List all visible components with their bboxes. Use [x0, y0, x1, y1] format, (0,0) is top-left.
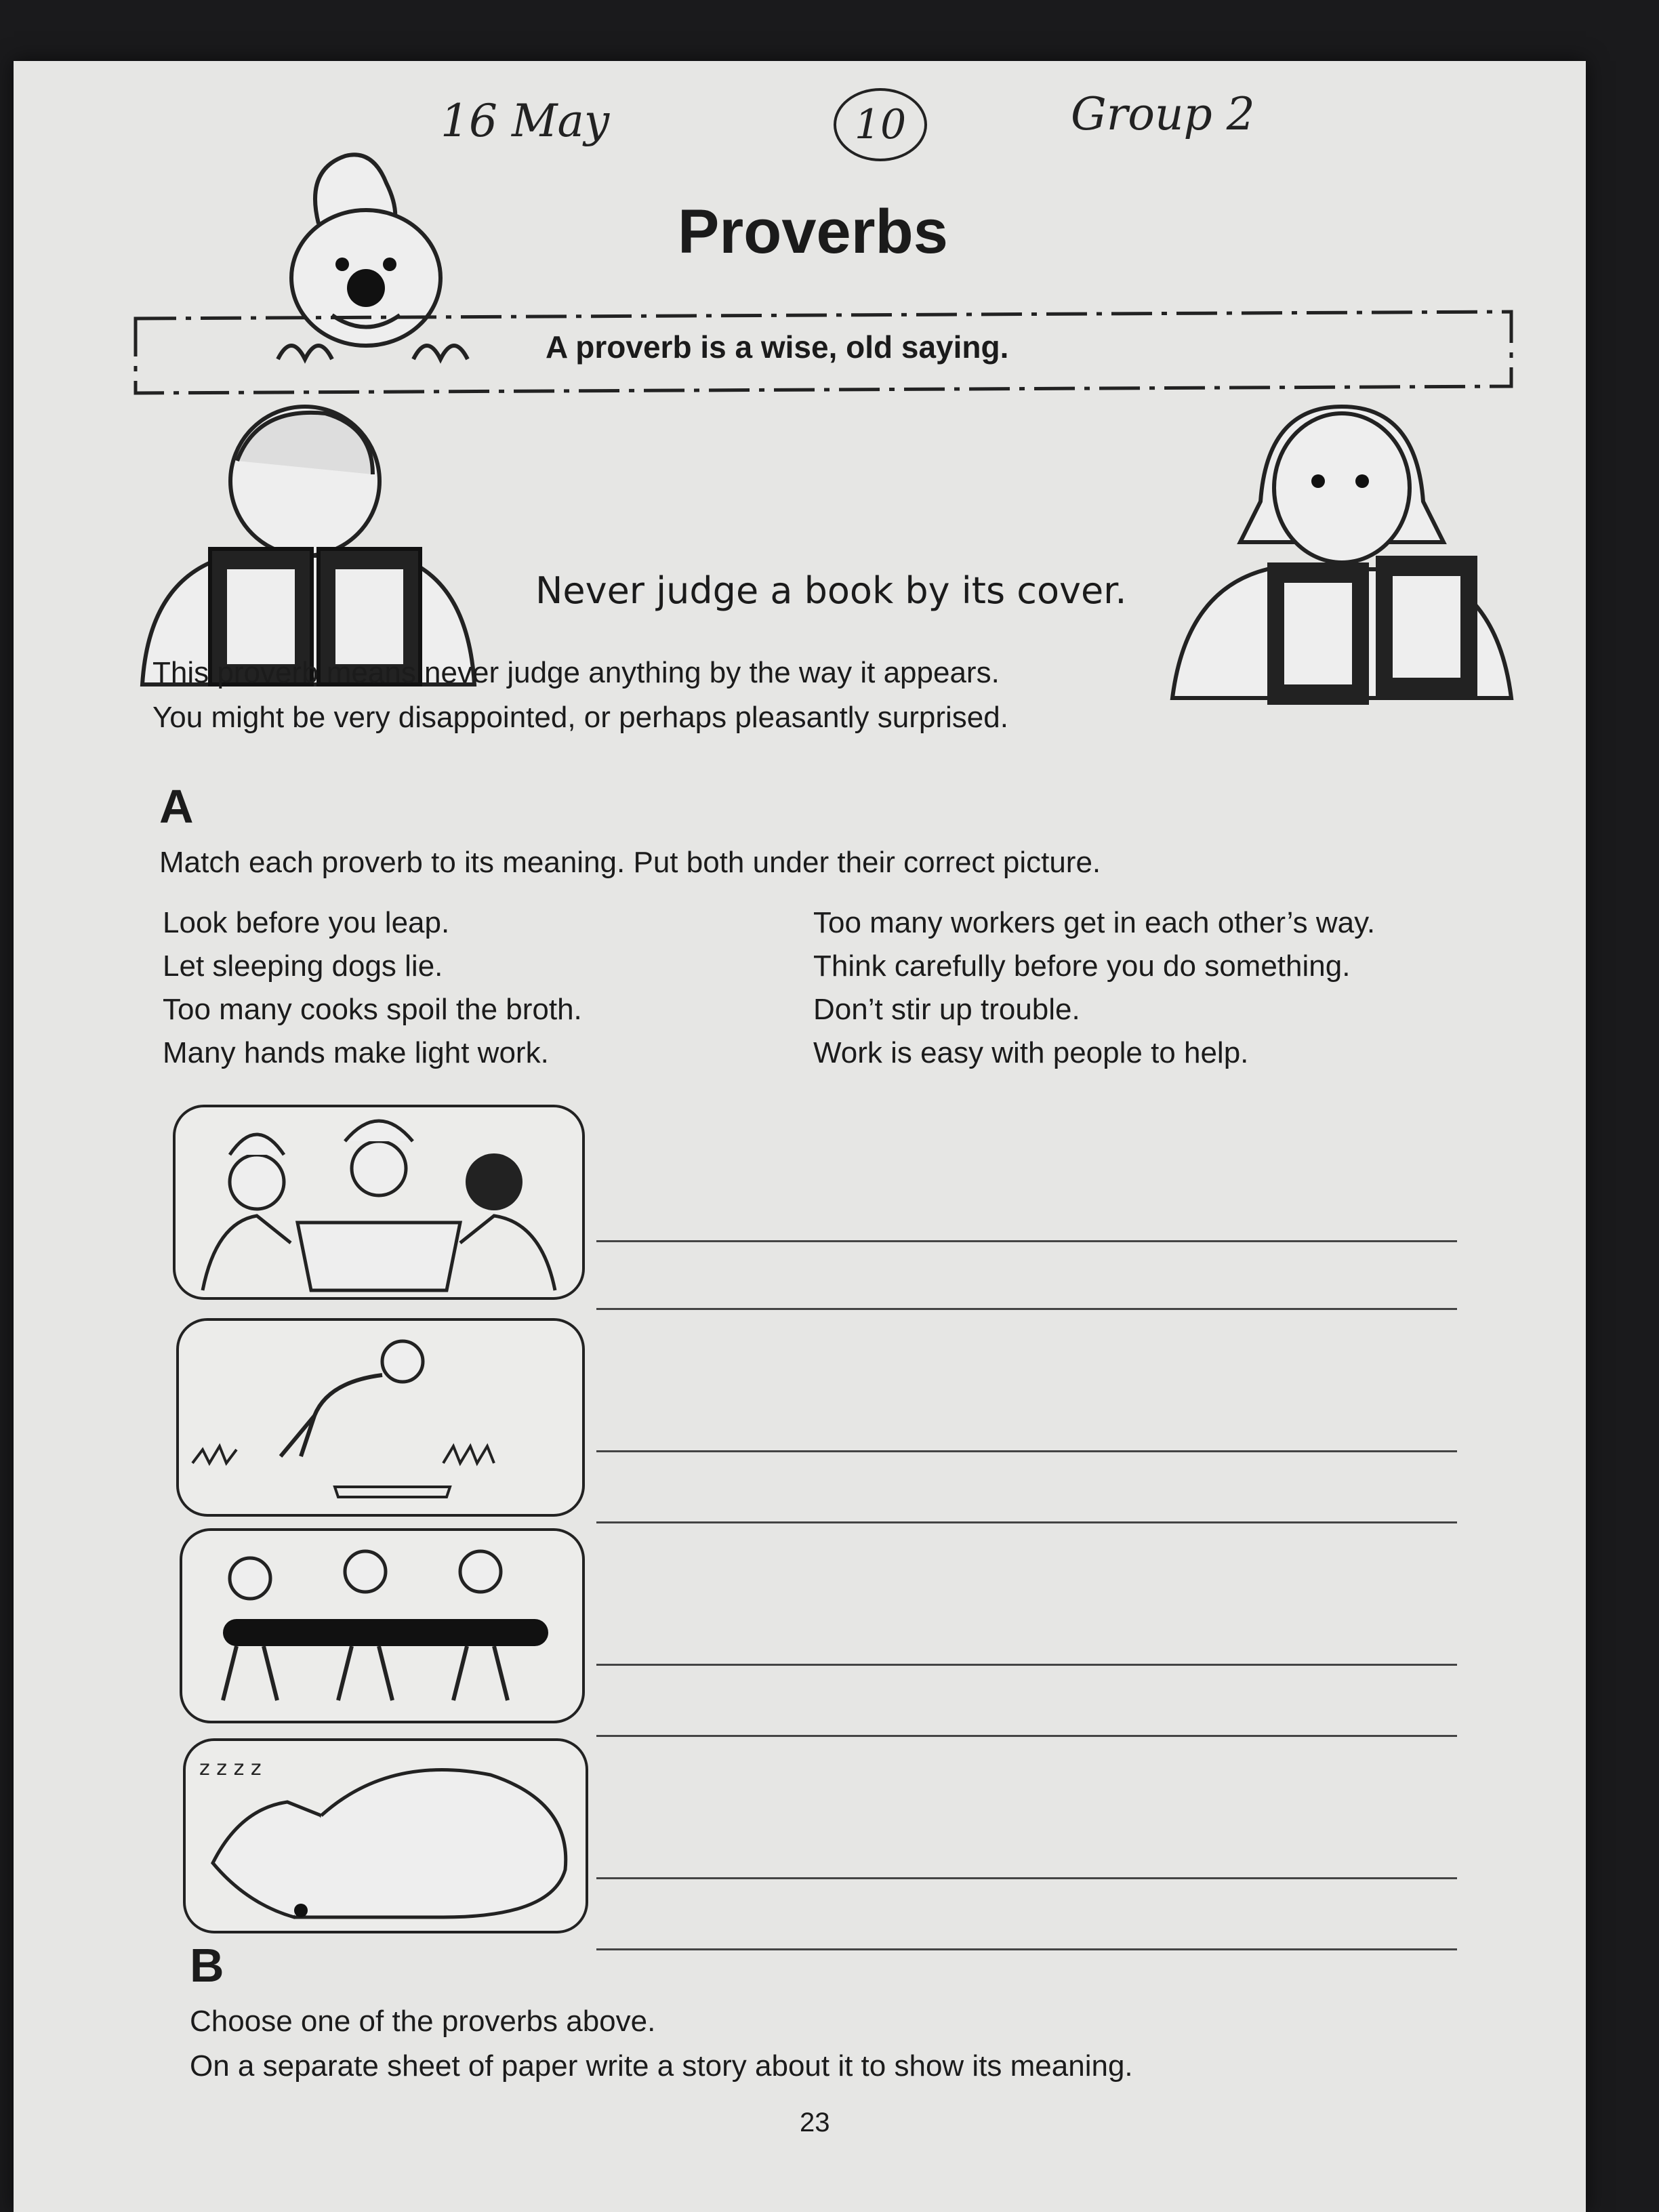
handwritten-score: 10 [854, 101, 907, 148]
answer-line [596, 1450, 1457, 1452]
score-circle [834, 88, 927, 161]
section-b-letter: B [190, 1939, 224, 1992]
worksheet-page [14, 61, 1586, 2212]
featured-proverb: Never judge a book by its cover. [535, 569, 1127, 612]
section-a-letter: A [159, 780, 194, 833]
proverbs-list [163, 901, 582, 1075]
list-item: Many hands make light work. [163, 1036, 549, 1069]
girl-reading-illustration [1159, 386, 1525, 712]
section-b-line: Choose one of the proverbs above. [190, 2005, 656, 2038]
section-b-line: On a separate sheet of paper write a story about it to show its meaning. [190, 2049, 1133, 2083]
answer-line [596, 1664, 1457, 1666]
answer-line [596, 1877, 1457, 1879]
section-b-instructions [190, 1999, 1133, 2089]
leap-picture [176, 1318, 585, 1517]
list-item: Don’t stir up trouble. [813, 993, 1080, 1026]
cooks-picture [173, 1105, 585, 1300]
list-item: Let sleeping dogs lie. [163, 949, 443, 983]
page-subtitle: A proverb is a wise, old saying. [546, 329, 1009, 365]
list-item: Think carefully before you do something. [813, 949, 1351, 983]
list-item: Work is easy with people to help. [813, 1036, 1249, 1069]
page-title: Proverbs [678, 197, 948, 266]
section-a-instruction: Match each proverb to its meaning. Put both under their correct picture. [159, 846, 1101, 879]
answer-line [596, 1948, 1457, 1950]
answer-line [596, 1521, 1457, 1523]
answer-line [596, 1735, 1457, 1737]
answer-line [596, 1308, 1457, 1310]
explanation [152, 651, 1008, 740]
list-item: Look before you leap. [163, 906, 450, 939]
sleeping-dog-picture [183, 1738, 588, 1933]
workers-picture [180, 1528, 585, 1723]
list-item: Too many workers get in each other’s way. [813, 906, 1376, 939]
svg-text:z z z z: z z z z [199, 1757, 262, 1780]
answer-line [596, 1240, 1457, 1242]
page-number: 23 [800, 2108, 830, 2137]
meanings-list [813, 901, 1375, 1075]
explanation-line: This proverb means never judge anything by the way it appears. [152, 656, 1000, 689]
handwritten-group: Group 2 [1071, 88, 1255, 140]
explanation-line: You might be very disappointed, or perhaps pleasantly surprised. [152, 701, 1008, 734]
handwritten-date: 16 May [441, 95, 610, 147]
list-item: Too many cooks spoil the broth. [163, 993, 582, 1026]
